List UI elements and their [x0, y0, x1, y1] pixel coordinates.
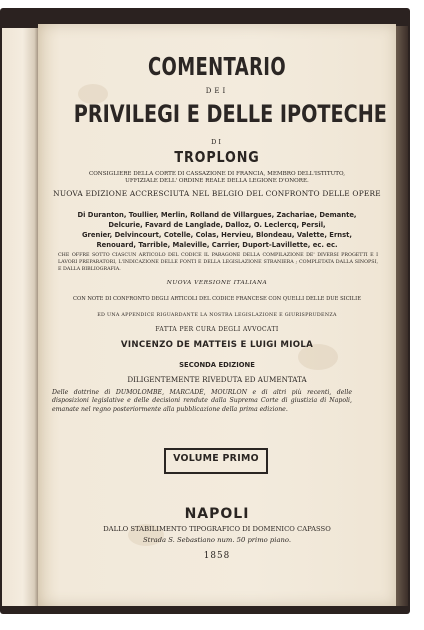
- imprint-printer: DALLO STABILIMENTO TIPOGRAFICO DI DOMENICO CAPASSO: [103, 525, 331, 533]
- edition-note: NUOVA EDIZIONE ACCRESCIUTA NEL BELGIO DEL CONFRONTO DELLE OPERE: [53, 189, 381, 198]
- book-title: COMENTARIO: [147, 52, 287, 81]
- author-credential: CONSIGLIERE DELLA CORTE DI CASSAZIONE DI FRANCIA, MEMBRO DELL'ISTITUTO,: [88, 171, 346, 177]
- imprint-year: 1858: [203, 551, 231, 561]
- translators-names: VINCENZO DE MATTEIS E LUIGI MIOLA: [120, 340, 314, 350]
- compared-authors-line: Delcurie, Favard de Langlade, Dalloz, O. Leclercq, Persil,: [108, 221, 326, 229]
- second-edition: SECONDA EDIZIONE: [179, 360, 255, 369]
- notes-line: CON NOTE DI CONFRONTO DEGLI ARTICOLI DEL CODICE FRANCESE CON QUELLI DELLE DUE SICILIE: [72, 296, 361, 302]
- author-connector: DI: [211, 138, 223, 146]
- title-connector: DEI: [205, 87, 229, 95]
- author-name: TROPLONG: [174, 148, 260, 166]
- volume-label: VOLUME PRIMO: [173, 453, 259, 464]
- imprint-city: NAPOLI: [184, 506, 250, 522]
- left-page-edge: [2, 28, 40, 606]
- translation-note: NUOVA VERSIONE ITALIANA: [166, 280, 268, 286]
- contents-description: CHE OFFRE SOTTO CIASCUN ARTICOLO DEL CODICE IL PARAGONE DELLA COMPILAZIONE DE' DIVERSI PROGETTI E I LAVORI PREPARATORI, L'INDICAZIONE DELLE FONTI E DELLA LEGISLAZIONE STRANIERA ; COMPLETATA DALLA SINOPSI, E DALLA BIBLIOGRAFIA.: [58, 253, 378, 273]
- author-credential: UFFIZIALE DELL' ORDINE REALE DELLA LEGIONE D'ONORE.: [125, 178, 309, 184]
- right-page-edge: [396, 26, 408, 606]
- revised-note: DILIGENTEMENTE RIVEDUTA ED AUMENTATA: [127, 375, 307, 384]
- doctrine-note: Delle dottrine di DUMOLOMBE, MARCADÈ, MOURLON e di altri più recenti, delle disposizioni legislative e delle decisioni rendute dalla Suprema Corte di giustizia di Napoli, emanate nel regno posteriormente alla pubblicazione della prima edizione.: [52, 389, 352, 413]
- compared-authors-line: Di Duranton, Toullier, Merlin, Rolland de Villargues, Zachariae, Demante,: [77, 211, 357, 219]
- compared-authors-line: Renouard, Tarrible, Maleville, Carrier, Duport-Lavillette, ec. ec.: [96, 241, 338, 249]
- appendix-line: ED UNA APPENDICE RIGUARDANTE LA NOSTRA LEGISLAZIONE E GIURISPRUDENZA: [97, 313, 337, 318]
- compared-authors-line: Grenier, Delvincourt, Cotelle, Colas, Hervieu, Blondeau, Valette, Ernst,: [81, 231, 353, 239]
- book-subject: PRIVILEGI E DELLE IPOTECHE: [73, 100, 387, 128]
- imprint-address: Strada S. Sebastiano num. 50 primo piano.: [142, 536, 292, 544]
- editors-intro: FATTA PER CURA DEGLI AVVOCATI: [155, 326, 279, 333]
